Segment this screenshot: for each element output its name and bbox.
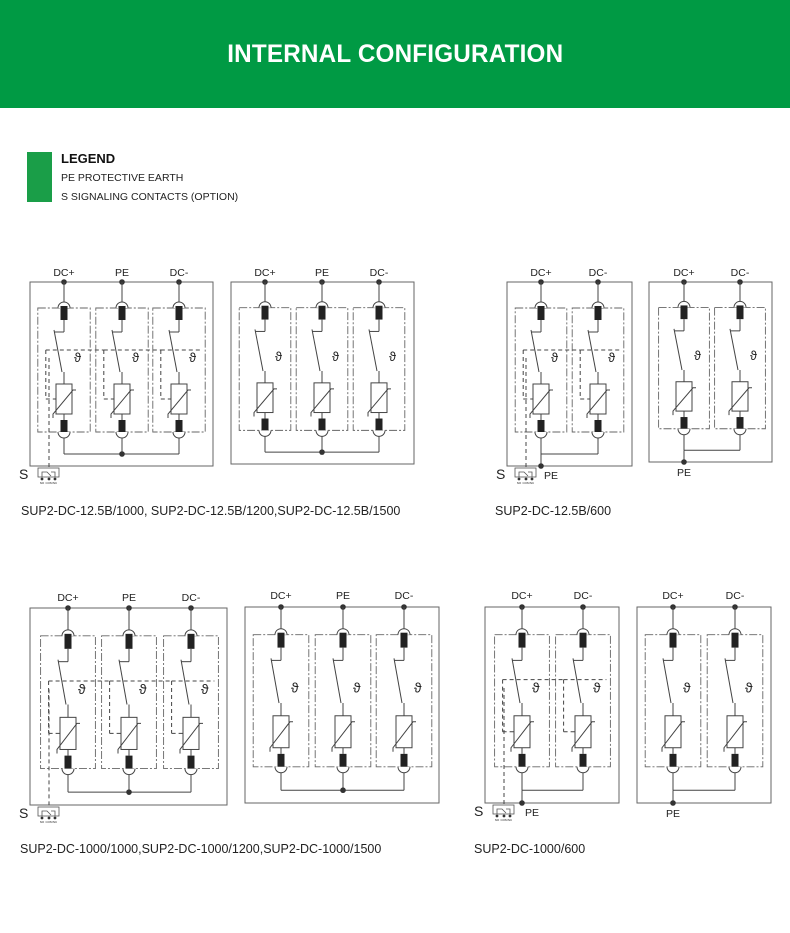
fuse-bottom (538, 420, 545, 434)
fuse-top (126, 634, 133, 649)
signaling-terminal-dot (54, 478, 57, 481)
pole-label: DC- (394, 590, 414, 602)
enclosure-frame (637, 607, 771, 803)
fuse-bottom (580, 754, 587, 769)
varistor (676, 382, 692, 411)
signaling-terminal-dot (41, 817, 44, 820)
fuse-bottom (340, 754, 347, 769)
page-title: INTERNAL CONFIGURATION (226, 39, 564, 68)
fuse-top (340, 633, 347, 648)
thermal-disconnector-symbol: ϑ (683, 679, 691, 696)
varistor (171, 384, 187, 414)
connector-arc (373, 430, 385, 436)
fuse-top (376, 306, 383, 320)
thermal-disconnector-symbol: ϑ (78, 680, 86, 697)
enclosure-frame (649, 282, 772, 462)
varistor (335, 716, 351, 748)
pe-terminal-dot (519, 800, 525, 806)
signaling-label: S (19, 805, 29, 821)
fuse-top (65, 634, 72, 649)
fuse-top (278, 633, 285, 648)
pole-label: PE (121, 592, 137, 604)
varistor (60, 717, 76, 749)
pole-label: DC+ (57, 592, 79, 604)
fuse-top (538, 306, 545, 320)
caption-12-5b-multi: SUP2-DC-12.5B/1000, SUP2-DC-12.5B/1200,SUP2-DC-12.5B/1500 (21, 504, 401, 518)
thermal-disconnector-symbol: ϑ (291, 679, 299, 696)
varistor (590, 384, 606, 414)
diagram-d8 (637, 590, 771, 820)
fuse-bottom (401, 754, 408, 769)
connector-arc (275, 767, 287, 773)
diagram-d3 (496, 267, 632, 485)
diagram-d4 (649, 267, 772, 479)
pole-label: DC- (181, 592, 201, 604)
varistor (732, 382, 748, 411)
signaling-label: S (474, 803, 484, 819)
pe-terminal-dot (681, 459, 687, 465)
terminal-label: NC (507, 818, 513, 822)
connector-arc (678, 429, 690, 435)
varistor (727, 716, 743, 748)
fuse-top (262, 306, 269, 320)
pe-label: PE (544, 470, 559, 482)
varistor (56, 384, 72, 414)
varistor (257, 383, 273, 413)
fuse-top (681, 305, 688, 319)
fuse-top (595, 306, 602, 320)
pole-label: PE (314, 267, 330, 279)
fuse-bottom (595, 420, 602, 434)
pole-label: DC- (588, 267, 608, 279)
pe-label: PE (665, 808, 681, 820)
varistor (665, 716, 681, 748)
pe-junction-dot (119, 451, 125, 457)
signaling-terminal-dot (48, 817, 51, 820)
pole-label: DC+ (673, 267, 695, 279)
thermal-disconnector-symbol: ϑ (593, 679, 601, 696)
pole-label: DC- (169, 267, 189, 279)
fuse-bottom (319, 419, 326, 433)
diagram-d2 (231, 267, 414, 464)
thermal-disconnector-symbol: ϑ (694, 348, 701, 364)
fuse-top (319, 306, 326, 320)
thermal-disconnector-symbol: ϑ (551, 350, 559, 365)
pole-label: PE (335, 590, 351, 602)
caption-1000-600: SUP2-DC-1000/600 (474, 842, 586, 856)
pe-junction-dot (319, 449, 325, 455)
thermal-disconnector-symbol: ϑ (189, 350, 197, 365)
fuse-top (732, 633, 739, 648)
connector-arc (577, 767, 589, 773)
connector-arc (592, 432, 604, 438)
terminal-label: NO (494, 818, 500, 822)
fuse-bottom (376, 419, 383, 433)
enclosure-frame (485, 607, 619, 803)
pole-label: DC- (573, 590, 593, 602)
signaling-terminal-dot (48, 478, 51, 481)
signaling-contact-block (515, 468, 536, 477)
fuse-top (188, 634, 195, 649)
signaling-label: S (496, 466, 506, 482)
pole-label: DC+ (254, 267, 276, 279)
signaling-terminal-dot (503, 815, 506, 818)
pole-label: DC+ (662, 590, 684, 602)
pe-junction-dot (126, 789, 132, 795)
varistor (121, 717, 137, 749)
connector-arc (173, 432, 185, 438)
fuse-bottom (126, 756, 133, 771)
varistor (514, 716, 530, 748)
fuse-bottom (61, 420, 68, 434)
pole-label: DC+ (511, 590, 533, 602)
pole-label: DC- (725, 590, 745, 602)
connector-arc (398, 767, 410, 773)
connector-arc (116, 432, 128, 438)
fuse-bottom (119, 420, 126, 434)
thermal-disconnector-symbol: ϑ (201, 680, 209, 697)
connector-arc (516, 767, 528, 773)
terminal-label: NC (52, 481, 58, 485)
terminal-label: COM (45, 820, 53, 824)
fuse-top (670, 633, 677, 648)
fuse-top (519, 633, 526, 648)
fuse-top (119, 306, 126, 320)
legend-item-pe: PE PROTECTIVE EARTH (61, 172, 184, 184)
varistor (533, 384, 549, 414)
fuse-bottom (262, 419, 269, 433)
terminal-label: NO (516, 481, 522, 485)
signaling-contact-block (38, 807, 59, 816)
thermal-disconnector-symbol: ϑ (275, 349, 283, 365)
connector-arc (259, 430, 271, 436)
varistor (575, 716, 591, 748)
pe-label: PE (676, 467, 692, 479)
fuse-bottom (519, 754, 526, 769)
terminal-label: NC (52, 820, 58, 824)
signaling-terminal-dot (41, 478, 44, 481)
pe-terminal-dot (670, 800, 676, 806)
varistor (396, 716, 412, 748)
thermal-disconnector-symbol: ϑ (132, 350, 140, 365)
pole-label: DC- (730, 267, 750, 279)
signaling-contact-block (38, 468, 59, 477)
fuse-top (176, 306, 183, 320)
thermal-disconnector-symbol: ϑ (74, 350, 82, 365)
fuse-top (61, 306, 68, 320)
thermal-disconnector-symbol: ϑ (745, 679, 753, 696)
pe-junction-dot (340, 787, 346, 793)
varistor (183, 717, 199, 749)
fuse-bottom (670, 754, 677, 769)
signaling-terminal-dot (509, 815, 512, 818)
pole-label: PE (114, 267, 130, 279)
fuse-bottom (65, 756, 72, 771)
caption-1000-multi: SUP2-DC-1000/1000,SUP2-DC-1000/1200,SUP2-DC-1000/1500 (20, 842, 382, 856)
fuse-bottom (176, 420, 183, 434)
thermal-disconnector-symbol: ϑ (750, 348, 757, 364)
pole-label: DC+ (270, 590, 292, 602)
signaling-terminal-dot (518, 478, 521, 481)
connector-arc (58, 432, 70, 438)
connector-arc (667, 767, 679, 773)
connector-arc (734, 429, 746, 435)
diagram-d6 (245, 590, 439, 803)
thermal-disconnector-symbol: ϑ (389, 349, 397, 365)
fuse-top (580, 633, 587, 648)
diagram-d5 (19, 592, 227, 824)
fuse-bottom (188, 756, 195, 771)
diagram-d1 (19, 267, 213, 485)
signaling-terminal-dot (496, 815, 499, 818)
connector-arc (535, 432, 547, 438)
fuse-bottom (737, 417, 744, 431)
diagram-d7 (474, 590, 619, 822)
fuse-top (401, 633, 408, 648)
varistor (371, 383, 387, 413)
connector-arc (316, 430, 328, 436)
thermal-disconnector-symbol: ϑ (353, 679, 361, 696)
thermal-disconnector-symbol: ϑ (608, 350, 616, 365)
fuse-bottom (278, 754, 285, 769)
connector-arc (729, 767, 741, 773)
fuse-bottom (681, 417, 688, 431)
thermal-disconnector-symbol: ϑ (532, 679, 540, 696)
signaling-terminal-dot (54, 817, 57, 820)
pe-label: PE (525, 807, 540, 819)
pe-terminal-dot (538, 463, 544, 469)
legend-item-s: S SIGNALING CONTACTS (OPTION) (61, 191, 239, 203)
varistor (114, 384, 130, 414)
caption-12-5b-600: SUP2-DC-12.5B/600 (495, 504, 612, 518)
connector-arc (185, 769, 197, 775)
thermal-disconnector-symbol: ϑ (414, 679, 422, 696)
terminal-label: NC (529, 481, 535, 485)
fuse-top (737, 305, 744, 319)
signaling-contact-block (493, 805, 514, 814)
terminal-label: NO (39, 481, 45, 485)
pole-label: DC+ (53, 267, 75, 279)
legend-title: LEGEND (61, 151, 116, 166)
pole-label: DC- (369, 267, 389, 279)
fuse-bottom (732, 754, 739, 769)
terminal-label: COM (500, 818, 508, 822)
connector-arc (337, 767, 349, 773)
terminal-label: COM (522, 481, 530, 485)
signaling-label: S (19, 466, 29, 482)
connector-arc (62, 769, 74, 775)
varistor (273, 716, 289, 748)
connector-arc (123, 769, 135, 775)
signaling-terminal-dot (531, 478, 534, 481)
terminal-label: COM (45, 481, 53, 485)
signaling-terminal-dot (525, 478, 528, 481)
thermal-disconnector-symbol: ϑ (139, 680, 147, 697)
varistor (314, 383, 330, 413)
thermal-disconnector-symbol: ϑ (332, 349, 340, 365)
pole-label: DC+ (530, 267, 552, 279)
terminal-label: NO (39, 820, 45, 824)
